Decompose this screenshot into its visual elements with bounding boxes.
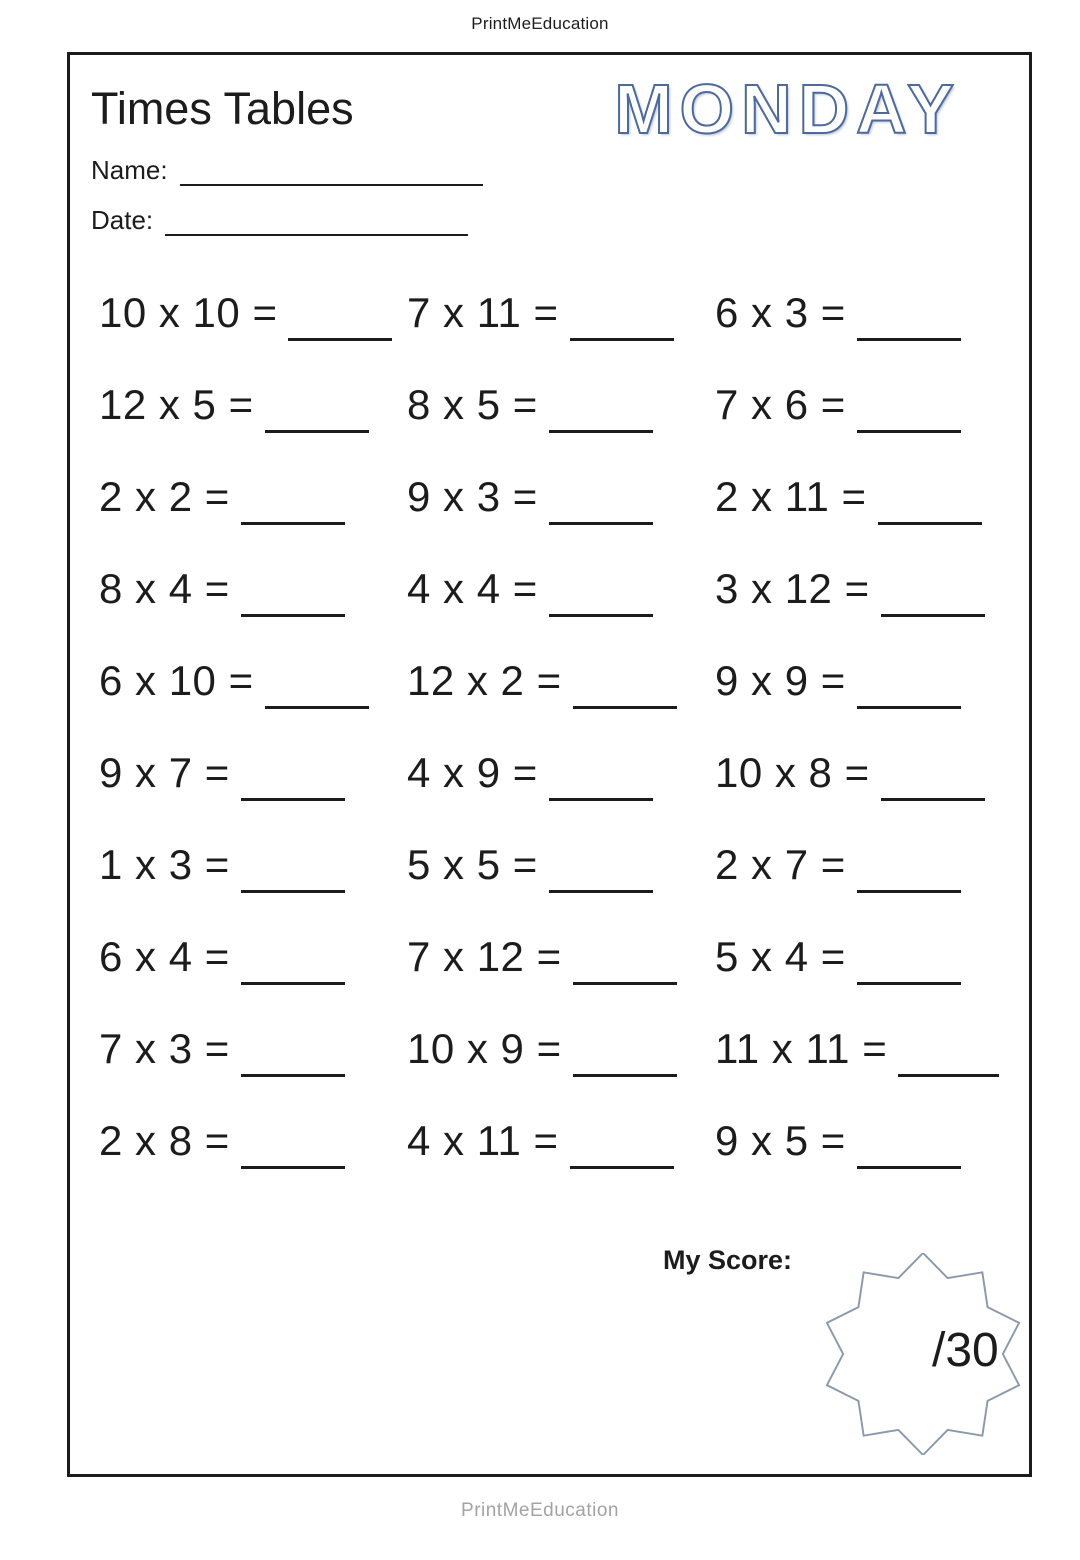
problem-expression: 8 x 4 =: [99, 565, 230, 612]
answer-blank[interactable]: [857, 387, 961, 433]
answer-blank[interactable]: [570, 1123, 674, 1169]
problem-expression: 6 x 4 =: [99, 933, 230, 980]
problem: [99, 1095, 407, 1187]
answer-blank[interactable]: [878, 479, 982, 525]
problem-expression: 9 x 5 =: [715, 1117, 846, 1164]
problem: [715, 635, 999, 727]
answer-blank[interactable]: [241, 479, 345, 525]
problem-expression: 9 x 3 =: [407, 473, 538, 520]
problem: [99, 359, 407, 451]
problem: [715, 267, 999, 359]
problem: [407, 727, 715, 819]
answer-blank[interactable]: [573, 663, 677, 709]
answer-blank[interactable]: [265, 663, 369, 709]
problem: [407, 635, 715, 727]
answer-blank[interactable]: [857, 295, 961, 341]
day-heading: MONDAY: [614, 70, 961, 148]
problem: [99, 911, 407, 1003]
problem: [407, 1003, 715, 1095]
answer-blank[interactable]: [241, 1031, 345, 1077]
answer-blank[interactable]: [857, 847, 961, 893]
answer-blank[interactable]: [549, 755, 653, 801]
answer-blank[interactable]: [241, 1123, 345, 1169]
problem: [407, 911, 715, 1003]
problem: [407, 451, 715, 543]
problem: [407, 1095, 715, 1187]
problems-grid: [99, 267, 999, 1187]
worksheet-sheet: [67, 52, 1032, 1477]
answer-blank[interactable]: [241, 571, 345, 617]
problem-expression: 2 x 11 =: [715, 473, 867, 520]
problem-expression: 5 x 4 =: [715, 933, 846, 980]
answer-blank[interactable]: [857, 1123, 961, 1169]
problem: [407, 359, 715, 451]
answer-blank[interactable]: [265, 387, 369, 433]
answer-blank[interactable]: [857, 939, 961, 985]
answer-blank[interactable]: [570, 295, 674, 341]
answer-blank[interactable]: [573, 1031, 677, 1077]
date-field: [91, 205, 468, 236]
top-brand: PrintMeEducation: [471, 14, 609, 33]
problem: [99, 267, 407, 359]
problem-expression: 7 x 12 =: [407, 933, 562, 980]
problem: [715, 543, 999, 635]
problem-expression: 8 x 5 =: [407, 381, 538, 428]
answer-blank[interactable]: [573, 939, 677, 985]
answer-blank[interactable]: [881, 571, 985, 617]
name-label: Name:: [91, 155, 168, 185]
problem: [99, 635, 407, 727]
problem: [99, 543, 407, 635]
problem-expression: 1 x 3 =: [99, 841, 230, 888]
answer-blank[interactable]: [881, 755, 985, 801]
answer-blank[interactable]: [549, 847, 653, 893]
problem-expression: 9 x 9 =: [715, 657, 846, 704]
answer-blank[interactable]: [241, 755, 345, 801]
problem-expression: 7 x 3 =: [99, 1025, 230, 1072]
problem-expression: 2 x 2 =: [99, 473, 230, 520]
date-label: Date:: [91, 205, 154, 235]
problem-expression: 12 x 5 =: [99, 381, 254, 428]
name-write-line[interactable]: [180, 158, 483, 186]
worksheet-title: Times Tables: [91, 83, 354, 134]
problem-expression: 3 x 12 =: [715, 565, 870, 612]
problem: [99, 451, 407, 543]
problem: [715, 451, 999, 543]
answer-blank[interactable]: [241, 939, 345, 985]
answer-blank[interactable]: [857, 663, 961, 709]
problem: [99, 1003, 407, 1095]
problem: [715, 911, 999, 1003]
date-write-line[interactable]: [165, 208, 468, 236]
answer-blank[interactable]: [898, 1031, 999, 1077]
answer-blank[interactable]: [288, 295, 392, 341]
problem-expression: 4 x 11 =: [407, 1117, 559, 1164]
problem-expression: 12 x 2 =: [407, 657, 562, 704]
problem-expression: 2 x 7 =: [715, 841, 846, 888]
problem: [407, 543, 715, 635]
bottom-brand: PrintMeEducation: [461, 1500, 619, 1521]
problem-expression: 6 x 10 =: [99, 657, 254, 704]
problem-expression: 5 x 5 =: [407, 841, 538, 888]
problem: [407, 819, 715, 911]
score-denominator[interactable]: /30: [932, 1324, 999, 1377]
problem-expression: 10 x 9 =: [407, 1025, 562, 1072]
problem: [99, 727, 407, 819]
problem: [99, 819, 407, 911]
problem-expression: 11 x 11 =: [715, 1025, 888, 1072]
problem-expression: 7 x 6 =: [715, 381, 846, 428]
problem-expression: 10 x 8 =: [715, 749, 870, 796]
problem-expression: 7 x 11 =: [407, 289, 559, 336]
problem: [407, 267, 715, 359]
problem-expression: 10 x 10 =: [99, 289, 278, 336]
problem-expression: 4 x 9 =: [407, 749, 538, 796]
answer-blank[interactable]: [549, 571, 653, 617]
problem-expression: 9 x 7 =: [99, 749, 230, 796]
answer-blank[interactable]: [241, 847, 345, 893]
problem: [715, 359, 999, 451]
problem: [715, 1095, 999, 1187]
answer-blank[interactable]: [549, 387, 653, 433]
problem: [715, 727, 999, 819]
problem-expression: 4 x 4 =: [407, 565, 538, 612]
score-label: My Score:: [663, 1245, 793, 1275]
problem: [715, 1003, 999, 1095]
name-field: [91, 155, 483, 186]
answer-blank[interactable]: [549, 479, 653, 525]
problem: [715, 819, 999, 911]
problem-expression: 2 x 8 =: [99, 1117, 230, 1164]
problem-expression: 6 x 3 =: [715, 289, 846, 336]
